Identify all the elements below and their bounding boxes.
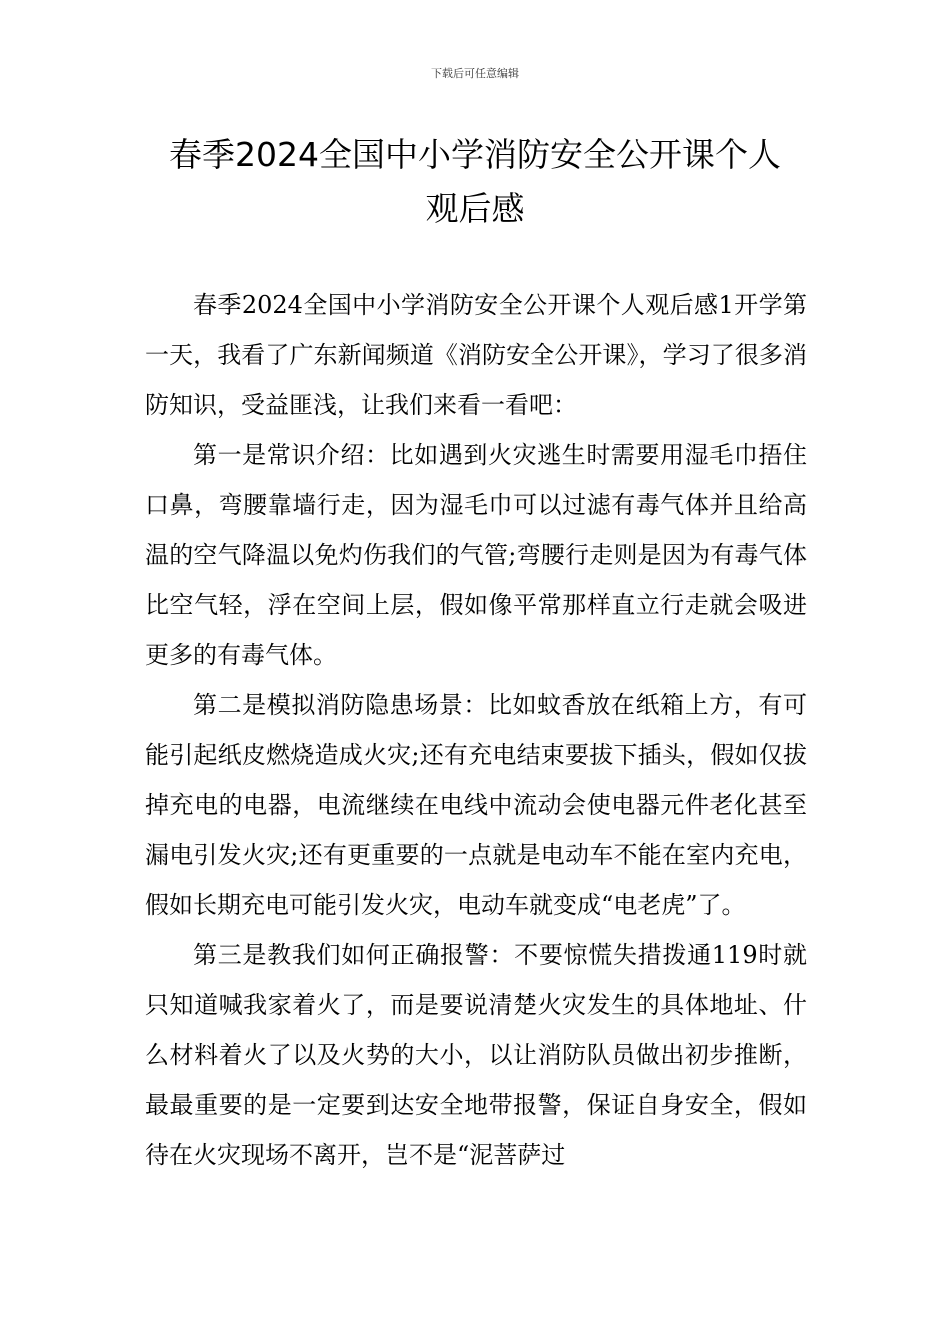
paragraph: 第二是模拟消防隐患场景：比如蚊香放在纸箱上方，有可能引起纸皮燃烧造成火灾;还有充电结束要拔下插头，假如仅拔掉充电的电器，电流继续在电线中流动会使电器元件老化甚至漏电引发火灾;还有更重要的一点就是电动车不能在室内充电，假如长期充电可能引发火灾，电动车就变成“电老虎”了。 xyxy=(145,691,807,919)
document-title xyxy=(130,128,820,236)
paragraph: 第一是常识介绍：比如遇到火灾逃生时需要用湿毛巾捂住口鼻，弯腰靠墙行走，因为湿毛巾可以过滤有毒气体并且给高温的空气降温以免灼伤我们的气管;弯腰行走则是因为有毒气体比空气轻，浮在空间上层，假如像平常那样直立行走就会吸进更多的有毒气体。 xyxy=(145,441,807,669)
title-line-2: 观后感 xyxy=(425,189,525,228)
header-note: 下载后可任意编辑 xyxy=(431,67,519,80)
paragraph: 第三是教我们如何正确报警：不要惊慌失措拨通119时就只知道喊我家着火了，而是要说清楚火灾发生的具体地址、什么材料着火了以及火势的大小，以让消防队员做出初步推断，最最重要的是一定要到达安全地带报警，保证自身安全，假如待在火灾现场不离开，岂不是“泥菩萨过 xyxy=(145,941,807,1169)
title-line-1: 春季2024全国中小学消防安全公开课个人 xyxy=(169,135,781,174)
document-body xyxy=(145,280,807,1180)
paragraph: 春季2024全国中小学消防安全公开课个人观后感1开学第一天，我看了广东新闻频道《消防安全公开课》，学习了很多消防知识，受益匪浅，让我们来看一看吧： xyxy=(145,291,807,419)
